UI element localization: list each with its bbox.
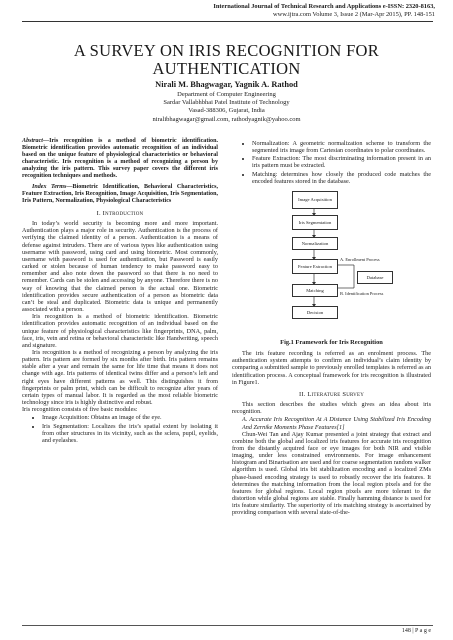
- box-decision: Decision: [292, 306, 338, 319]
- left-column: [22, 138, 218, 445]
- abstract: [22, 138, 218, 180]
- intro-paragraph-3: Iris recognition is a method of recognizing a person by analyzing the iris pattern. Iris pattern are formed by six months after birth. Iris pattern remains stable after a year and remain the same for life time that means it does not change with age. Iris patterns of identical twins differ and a person’s left and right eyes have different patterns as well. This distinguishes it from fingerprints or palm print, which can be difficult to recognize after years of certain types of manual labor. It is regarded as the most reliable biometric technology since iris is highly distinctive and robust.: [22, 348, 218, 407]
- intro-paragraph-1: In today’s world security is becoming more and more important. Authentication plays a major role in security. Authentication is the process of verifying the claimed identity of a person. Authentication is a means of defense against intruders. There are of various types like authentication using username with password, using card and using biometric. Most commonly, username with password is used for authentication, but Password is easily carked or stolen because of human tendency to make password easy to remember and also note down the password so that there is no need to remember. Cards can be stolen and accessing by anyone. Therefore there is no way of knowing that the claimed person is the actual one. Biometric identification provides secure authentication of a person as biometric data can’t be steal and duplicated. Biometric data is unique and permanently associated with a person.: [22, 220, 218, 314]
- affiliation-institute: Sardar Vallabhbhai Patel Institute of Technology: [163, 99, 290, 107]
- figure-caption: Fig.1 Framework for Iris Recognition: [280, 338, 383, 346]
- journal-header: [105, 3, 435, 18]
- index-terms-text: —Biometric Identification, Behavioral Characteristics, Feature Extraction, Iris Recognition, Image Acquisition, Iris Segmentation, Iris Pattern, Normalization, Physiological Characteristics: [22, 184, 218, 204]
- affiliation: [20, 91, 433, 124]
- section-title: Introduction: [102, 210, 144, 217]
- box-normalization: Normalization: [292, 237, 338, 250]
- literature-paragraph-1: Chun-Wei Tan and Ajay Kumar presented a joint strategy that extract and combine both the global and localized iris features for accurate iris recognition from the distantly acquired face or eye images for both NIR and visible imaging, under less constrained environments. For image enhancement histogram and Binarisation are used and for coarse segmentation random walker algorithm is used. Global iris bit stabilization encoding and a localized ZMs phase-based encoding strategy is used to robustly recover the iris features. It determines the matching information from the local region pixels and for the features for global regions. Local region pixels are more tolerant to the distortion while global regions are stable. Finally hamming distance is used for iris feature similarity. The superiority of iris matching strategy is ascertained by providing comparison with several state-of-the-: [232, 430, 431, 517]
- label-enrollment-process: A. Enrollment Process: [340, 256, 380, 262]
- intro-paragraph-2: Iris recognition is a method of biometric identification. Biometric identification provides automatic recognition of an individual based on the unique feature of physiological characteristics like fingerprints, DNA, palm, face, iris, vein and retina or behavioral characteristic like Handwriting, speech and signature.: [22, 313, 218, 349]
- paper-title: [20, 42, 433, 78]
- section-number: I.: [96, 210, 101, 217]
- abstract-label: Abstract: [22, 138, 43, 144]
- figure-paragraph: The iris feature recording is referred as an enrolment process. The authentication system attempts to confirm an individual’s claim identity by comparing a submitted sample to previously enrolled templates is referred as an identification process. A conceptual framework for iris recognition is illustrated in Figure1.: [232, 350, 431, 386]
- box-matching: Matching: [292, 284, 338, 297]
- box-iris-segmentation: Iris Segmentation: [292, 215, 338, 230]
- journal-name-line: International Journal of Technical Research and Applications e-ISSN: 2320-8163,: [213, 3, 435, 10]
- footer-rule: [22, 625, 433, 626]
- affiliation-location: Vasad-388306, Gujarat, India: [188, 107, 265, 115]
- list-item: • Normalization: A geometric normalization scheme to transform the segmented iris image from Cartesian coordinates to polar coordinates.: [252, 140, 431, 154]
- box-image-acquisition: Image Acquisition: [292, 191, 338, 209]
- box-database: Database: [357, 271, 393, 284]
- subsection-heading-a: A. Accurate Iris Recognition At A Distance Using Stabilized Iris Encoding And Zernike Moments Phase Features[1]: [242, 416, 431, 431]
- label-identification-process: B. Identification Process: [340, 290, 384, 296]
- framework-diagram: [232, 187, 431, 337]
- section-heading-introduction: [22, 210, 218, 217]
- list-item: • Matching: determines how closely the produced code matches the encoded features stored in the database.: [252, 171, 431, 185]
- box-feature-extraction: Feature Extraction: [292, 259, 338, 274]
- intro-paragraph-4: Iris recognition consists of five basic modules:: [22, 406, 138, 414]
- paper-title-line-1: A SURVEY ON IRIS RECOGNITION FOR: [73, 41, 380, 60]
- section-number: II.: [298, 390, 306, 398]
- right-column: [232, 140, 431, 517]
- affiliation-emails: niralibhagwagar@gmail.com, rathodyagnik@yahoo.com: [152, 115, 301, 123]
- modules-list-left: [22, 414, 218, 444]
- page-number: 148 | P a g e: [401, 628, 431, 634]
- affiliation-department: Department of Computer Engineering: [177, 91, 276, 98]
- list-item: • Feature Extraction: The most discriminating information present in an iris pattern must be extracted.: [252, 155, 431, 169]
- abstract-text: —Iris recognition is a method of biometric identification. Biometric identification provides automatic recognition of an individual based on the unique feature of physiological characteristics or behavioral characteristic. Iris recognition is a method of recognizing a person by analyzing the iris pattern. This survey paper covers the different iris recognition techniques and methods.: [22, 138, 218, 179]
- list-item: • Iris Segmentation: Localizes the iris’s spatial extent by isolating it from other structures in its vicinity, such as the sclera, pupil, eyelids, and eyelashes.: [42, 423, 218, 444]
- index-terms: [22, 184, 218, 205]
- section-title: Literature Survey: [307, 390, 365, 398]
- literature-intro: This section describes the studies which gives an idea about iris recognition.: [232, 401, 431, 416]
- modules-list-right: [232, 140, 431, 185]
- journal-volume-line: www.ijtra.com Volume 3, Issue 2 (Mar-Apr 2015), PP. 148-151: [273, 10, 435, 18]
- paper-title-line-2: AUTHENTICATION: [152, 59, 301, 78]
- list-item: • Image Acquisition: Obtains an image of the eye.: [42, 414, 218, 421]
- author-names: Nirali M. Bhagwagar, Yagnik A. Rathod: [155, 80, 298, 89]
- index-terms-label: Index Terms: [32, 184, 67, 190]
- header-rule: [22, 21, 433, 22]
- section-heading-literature-survey: [232, 391, 431, 398]
